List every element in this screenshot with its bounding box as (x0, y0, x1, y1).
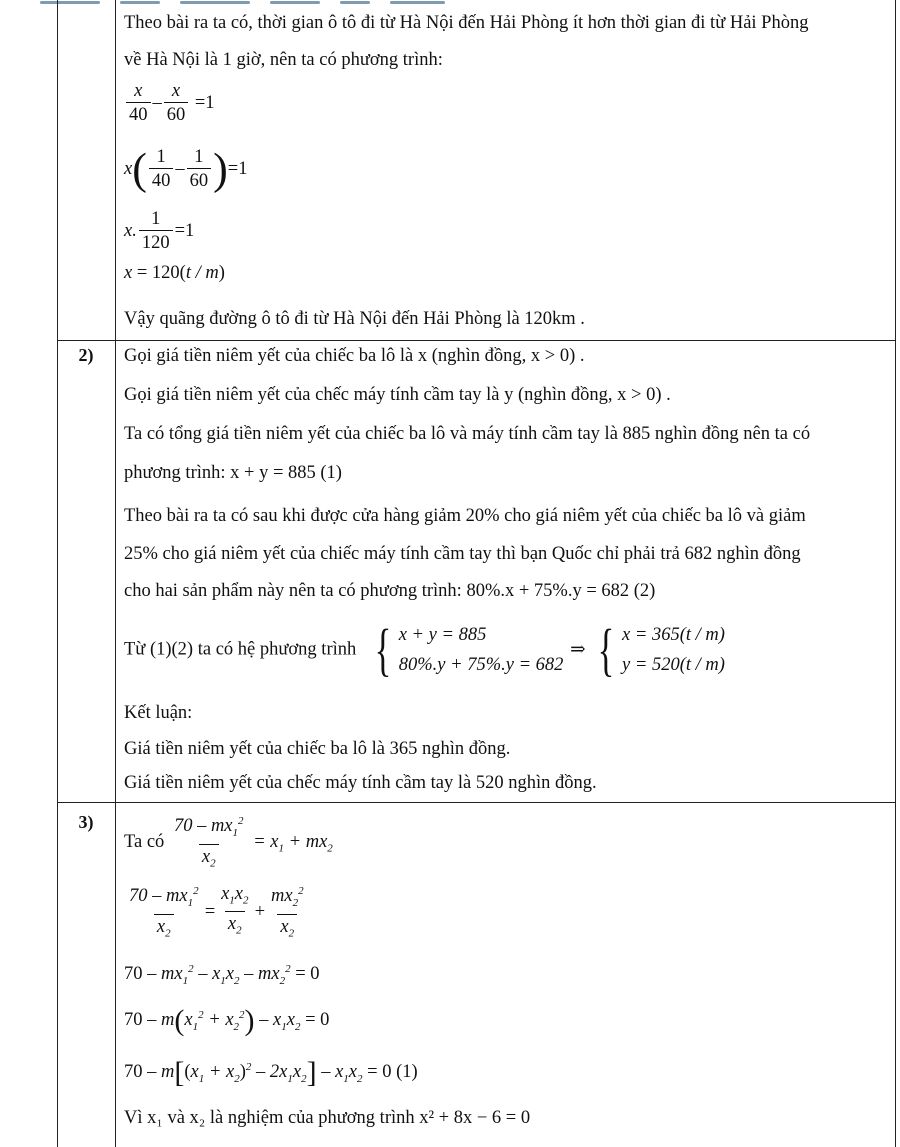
taco-label: Ta có (124, 832, 165, 853)
system-intro: Từ (1)(2) ta có hệ phương trình (124, 639, 357, 660)
equation-9: $70 - m[(x_1 + x_2)^2 - 2x_1x_2] - x_1x_2 = 0$ (1) (124, 1055, 418, 1089)
equation-system: Từ (1)(2) ta có hệ phương trình { x + y = 885 80%.y + 75%.y = 682 ⇒ { x = 365(t / m) y = 520(t / m) (124, 617, 725, 682)
equation-5: Ta có $\frac{70 - mx_1^2}{x_2}$ = $x_1 + mx_2$ (124, 810, 333, 876)
section1-intro-line2: về Hà Nội là 1 giờ, nên ta có phương trình: (124, 50, 443, 70)
section2-conclusion2: Giá tiền niêm yết của chếc máy tính cầm tay là 520 nghìn đồng. (124, 773, 597, 793)
table-border-right (895, 0, 896, 1147)
equation-1: $\frac{x}{40}$ – $\frac{x}{60}$ =1 (124, 80, 215, 127)
equation-3: x. $\frac{1}{120}$ =1 (124, 209, 195, 253)
section2-conclusion1: Giá tiền niêm yết của chiếc ba lô là 365 nghìn đồng. (124, 739, 511, 759)
equation-8: $70 - m(x_1^2 + x_2^2) - x_1x_2 = 0$ (124, 1003, 330, 1037)
section2-line6: 25% cho giá niêm yết của chiếc máy tính cầm tay thì bạn Quốc chỉ phải trả 682 nghìn đồng (124, 544, 801, 564)
section2-line2: Gọi giá tiền niêm yết của chếc máy tính cầm tay là y (nghìn đồng, x > 0) . (124, 385, 671, 405)
table-border-left (57, 0, 58, 1147)
section2-line3: Ta có tổng giá tiền niêm yết của chiếc ba lô và máy tính cầm tay là 885 nghìn đồng nên ta có (124, 424, 811, 444)
section1-conclusion: Vậy quãng đường ô tô đi từ Hà Nội đến Hải Phòng là 120km . (124, 309, 585, 329)
section3-last-line: Vì x₁ và x₂ là nghiệm của phương trình x² + 8x − 6 = 0 (124, 1108, 531, 1128)
section2-conclusion-title: Kết luận: (124, 703, 193, 723)
section2-line4: phương trình: x + y = 885 (1) (124, 463, 342, 483)
row-divider-2 (57, 802, 896, 803)
section2-number: 2) (78, 345, 94, 365)
table-column-divider (115, 0, 116, 1147)
section2-line7: cho hai sản phẩm này nên ta có phương trình: 80%.x + 75%.y = 682 (2) (124, 581, 656, 601)
section1-intro-line1: Theo bài ra ta có, thời gian ô tô đi từ Hà Nội đến Hải Phòng ít hơn thời gian đi từ Hải Phòng (124, 13, 809, 33)
section2-line5: Theo bài ra ta có sau khi được cửa hàng giảm 20% cho giá niêm yết của chiếc ba lô và giảm (124, 506, 806, 526)
row-divider-1 (57, 340, 896, 341)
equation-2: x( $\frac{1}{40}$ – $\frac{1}{60}$ )=1 (124, 144, 248, 194)
equation-6: $\frac{70 - mx_1^2}{x_2}$ = $\frac{x_1x_2}{x_2}$ + $\frac{mx_2^2}{x_2}$ (124, 880, 309, 946)
section2-line1: Gọi giá tiền niêm yết của chiếc ba lô là x (nghìn đồng, x > 0) . (124, 346, 585, 366)
equation-4: x = 120(t / m) (124, 263, 225, 283)
section3-number: 3) (78, 812, 94, 832)
equation-7: $70 - mx_1^2 - x_1x_2 - mx_2^2 = 0$ (124, 963, 320, 987)
cropped-header-strip (0, 0, 900, 6)
